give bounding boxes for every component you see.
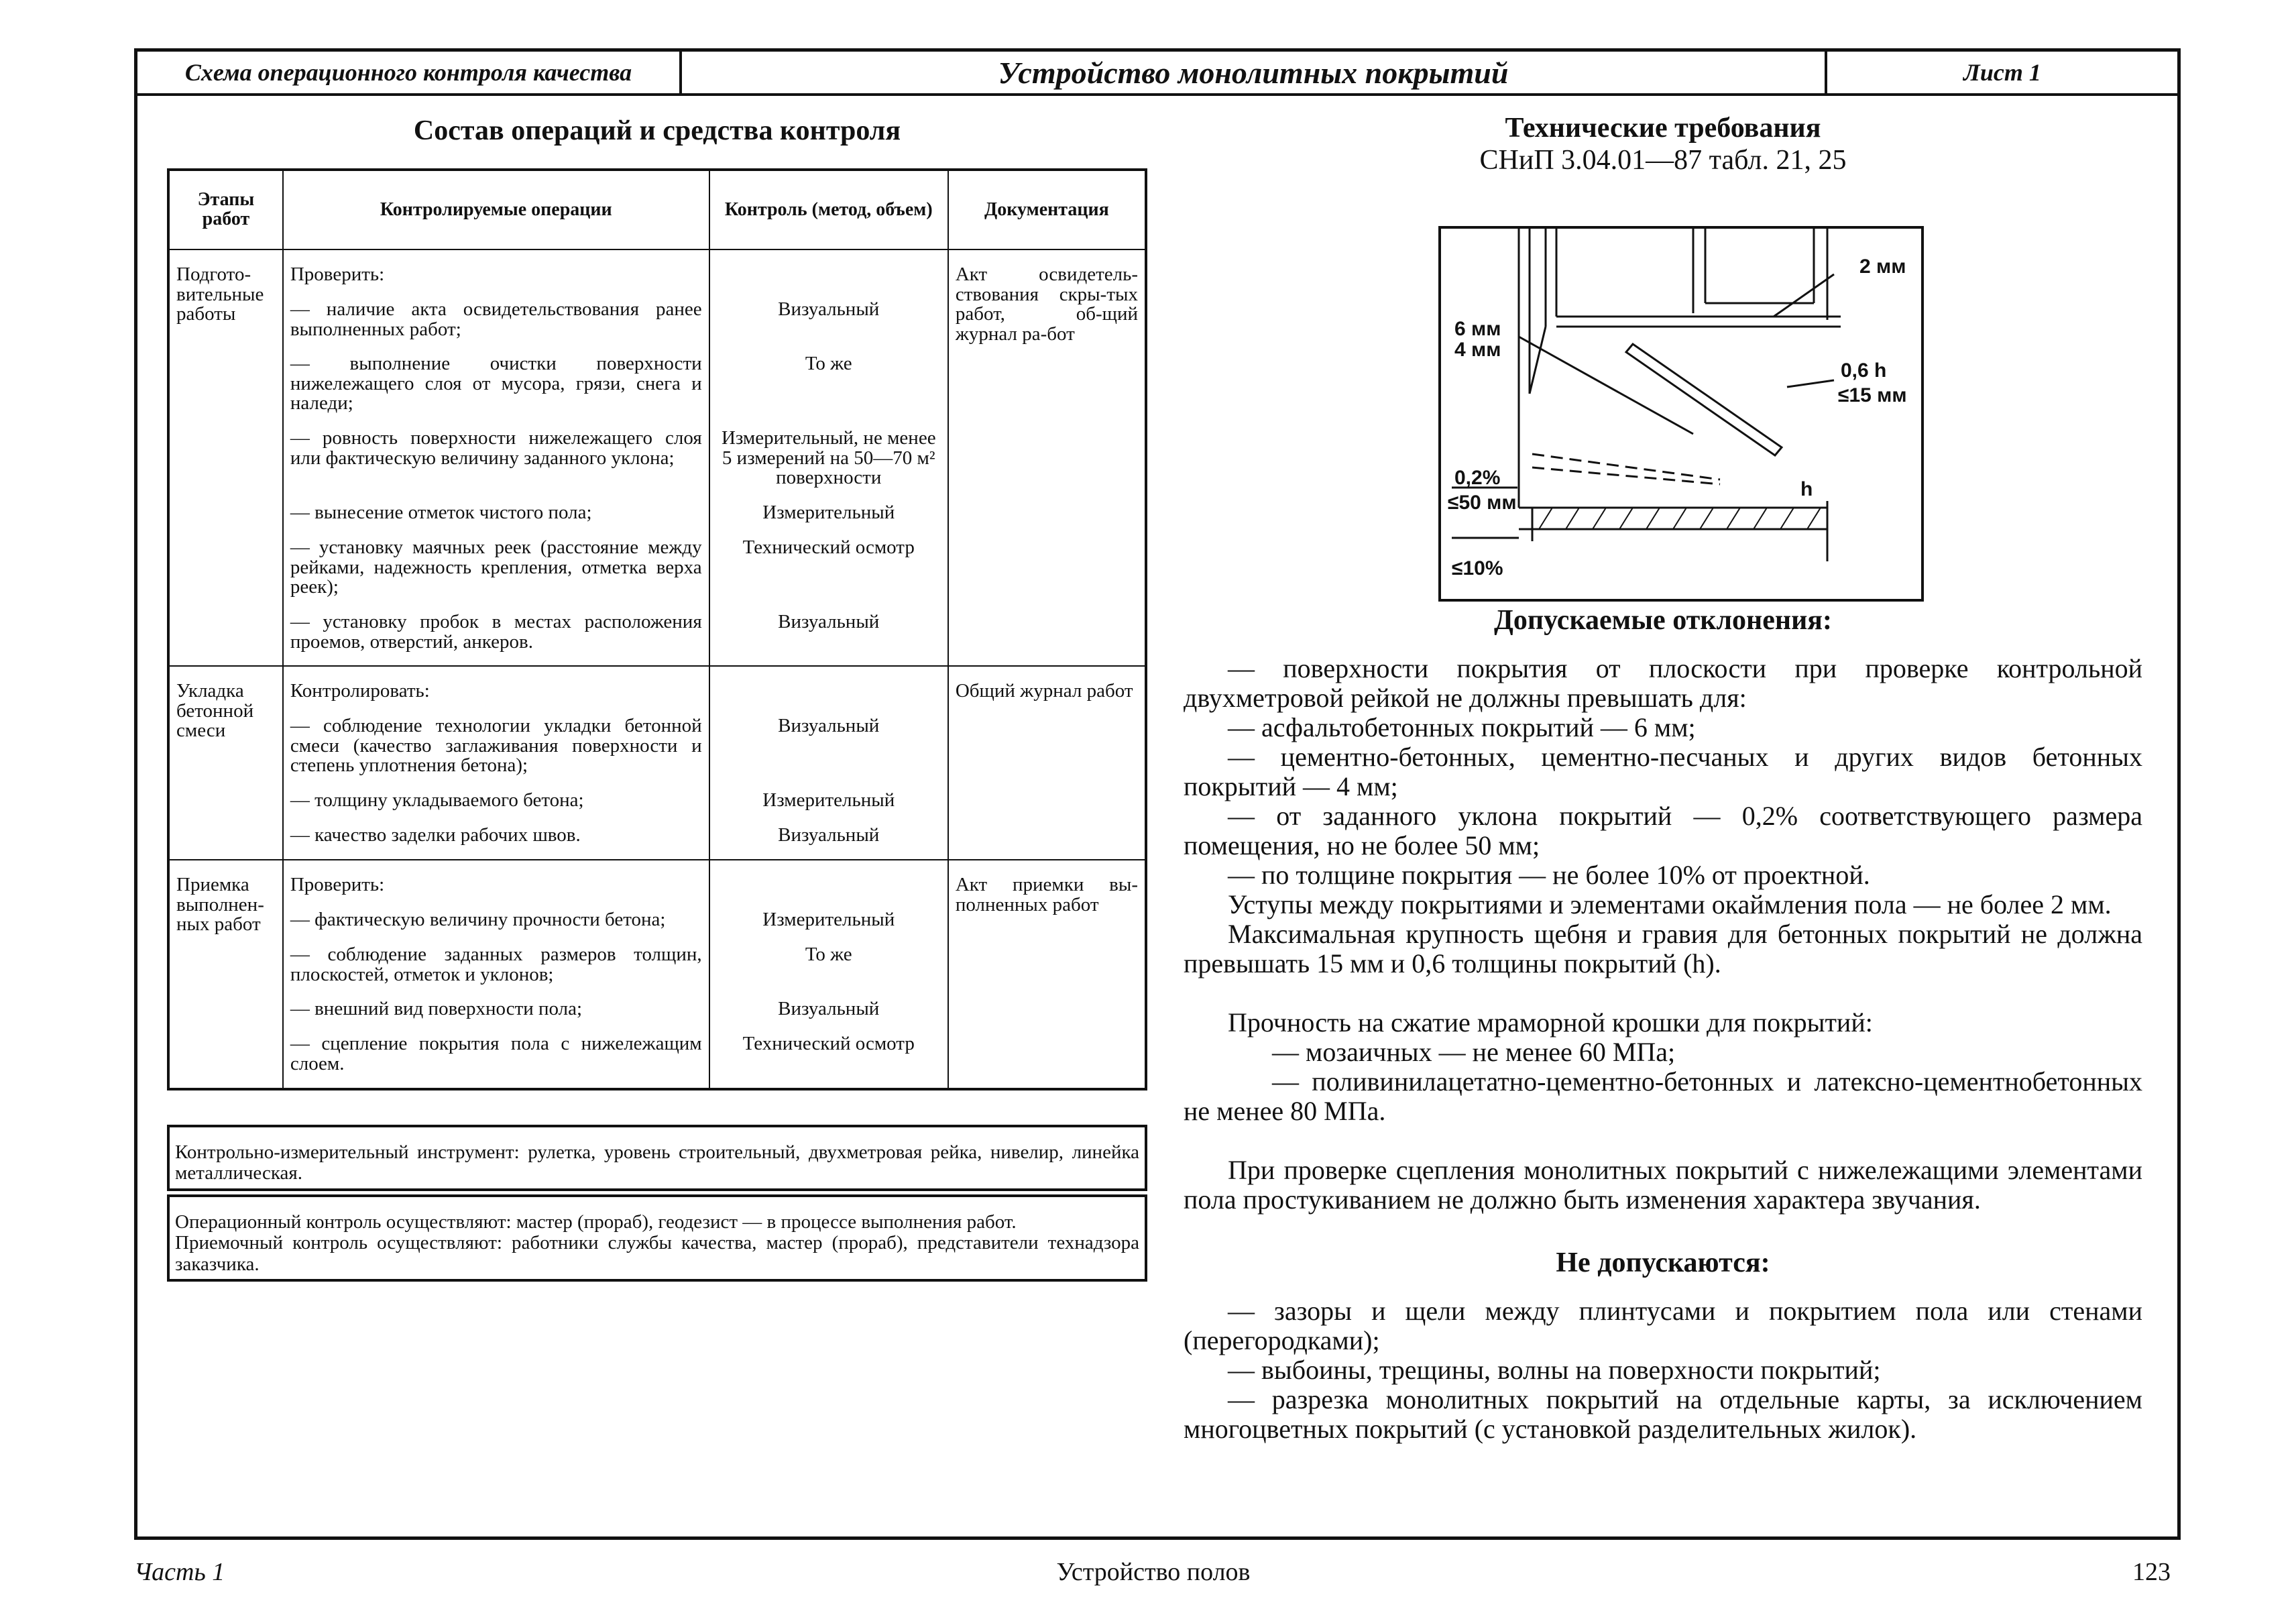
dev-line-3: — цементно-бетонных, цементно-песчаных и других видов бетонных покрытий — 4 мм; (1184, 742, 2142, 801)
docs-cell (948, 860, 1146, 1088)
footer-part: Часть 1 (134, 1558, 225, 1586)
dev-line-5: — по толщине покрытия — не более 10% от проектной. (1228, 860, 1870, 890)
diag-label-6mm: 6 мм (1454, 318, 1501, 340)
control-spacer (717, 875, 941, 895)
operation-item: — наличие акта освидетельствования ранее выполненных работ; (290, 298, 702, 340)
operations-cell (283, 860, 709, 1088)
page-frame (134, 48, 2181, 1540)
diag-label-50mm: ≤50 мм (1448, 492, 1517, 514)
dev-line-6: Уступы между покрытиями и элементами окаймления пола — не более 2 мм. (1228, 889, 2112, 919)
diag-label-4mm: 4 мм (1454, 339, 1501, 361)
not-allowed-title: Не допускаются: (1556, 1247, 1770, 1278)
diag-label-15mm: ≤15 мм (1838, 384, 1907, 406)
operation-item: — внешний вид поверхности пола; (290, 998, 583, 1020)
operation-item: — установку маячных реек (расстояние между рейками, надежность крепления, отметка верха реек); (290, 537, 702, 598)
control-cell (709, 249, 948, 666)
dev-line-7: Максимальная крупность щебня и гравия для бетонных покрытий не должна превышать 15 мм и 0,6 толщины покрытий (h). (1184, 919, 2142, 978)
tech-req-ref: СНиП 3.04.01—87 табл. 21, 25 (1479, 145, 1847, 176)
control-cell (709, 860, 948, 1088)
control-method: Визуальный (778, 611, 880, 632)
tools-note: Контрольно-измерительный инструмент: рулетка, уровень строительный, двухметровая рейка, нивелир, линейка металлическая. (167, 1125, 1147, 1191)
control-method: Измерительный (762, 789, 895, 812)
not-allowed-2: — выбоины, трещины, волны на поверхности покрытий; (1228, 1355, 1881, 1385)
tech-req (1184, 112, 2142, 176)
dev-line-2: — асфальтобетонных покрытий — 6 мм; (1228, 712, 1696, 742)
deviations (1184, 604, 2142, 1444)
control-method: То же (805, 944, 852, 966)
docs-cell (948, 249, 1146, 666)
operation-item: — толщину укладываемого бетона; (290, 789, 584, 812)
control-method: Визуальный (778, 298, 880, 320)
operations-title: Состав операций и средства контроля (413, 115, 901, 146)
stage-cell (168, 249, 283, 666)
control-spacer (717, 681, 941, 702)
footer-chapter: Устройство полов (1056, 1558, 1251, 1586)
diag-label-h: h (1800, 478, 1813, 500)
control-operational: Операционный контроль осуществляют: мастер (прораб), геодезист — в процессе выполнения работ. (175, 1211, 1017, 1233)
operations-intro: Контролировать: (290, 680, 430, 702)
control-method: Измерительный (762, 909, 895, 931)
not-allowed-1: — зазоры и щели между плинтусами и покрытием пола или стенами (перегородками); (1184, 1296, 2142, 1355)
diag-label-06h: 0,6 h (1841, 359, 1887, 382)
stage-cell (168, 860, 283, 1088)
table-section (168, 860, 1146, 1088)
header-title: Устройство монолитных покрытий (682, 52, 1827, 93)
strength-intro: Прочность на сжатие мраморной крошки для покрытий: (1228, 1007, 1873, 1038)
control-method: То же (805, 353, 852, 374)
stage-label: Приемка выполнен-ных работ (176, 874, 264, 936)
strength-pva: — поливинилацетатно-цементно-бетонных и латексно-цементнобетонных не менее 80 МПа. (1184, 1066, 2142, 1126)
operation-item: — установку пробок в местах расположения проемов, отверстий, анкеров. (290, 611, 702, 653)
docs-label: Общий журнал работ (955, 680, 1133, 702)
operation-item: — выполнение очистки поверхности нижележащего слоя от мусора, грязи, снега и наледи; (290, 353, 702, 414)
control-method: Визуальный (778, 998, 880, 1020)
docs-label: Акт освидетель-ствования скры-тых работ, об-щий журнал ра-бот (955, 264, 1138, 345)
operation-item: — ровность поверхности нижележащего слоя или фактическую величину заданного уклона; (290, 427, 702, 469)
operations-cell (283, 666, 709, 860)
col-header-control: Контроль (метод, объем) (709, 170, 948, 249)
control-method: Технический осмотр (742, 1033, 915, 1055)
operation-item: — качество заделки рабочих швов. (290, 824, 581, 846)
tech-req-title: Технические требования (1505, 113, 1821, 144)
header-left: Схема операционного контроля качества (137, 52, 682, 93)
operations-table (167, 168, 1147, 1090)
control-method: Визуальный (778, 824, 880, 846)
stage-label: Подгото-вительные работы (176, 264, 264, 325)
control-method: Измерительный (762, 502, 895, 523)
diag-label-2mm: 2 мм (1859, 256, 1906, 278)
control-spacer (717, 265, 941, 285)
diag-label-10pct: ≤10% (1452, 557, 1503, 579)
adhesion-text: При проверке сцепления монолитных покрытий с нижележащими элементами пола простукиванием не должно быть изменения характера звучания. (1184, 1155, 2142, 1215)
control-note (167, 1194, 1147, 1282)
col-header-ops: Контролируемые операции (283, 170, 709, 249)
strength-mosaic: — мозаичных — не менее 60 МПа; (1272, 1037, 1676, 1067)
header-bar (137, 52, 2177, 96)
dev-line-1: — поверхности покрытия от плоскости при проверке контрольной двухметровой рейкой не должны превышать для: (1184, 653, 2142, 713)
operation-item: — фактическую величину прочности бетона; (290, 909, 666, 931)
col-header-stage: Этапы работ (168, 170, 283, 249)
operation-item: — соблюдение заданных размеров толщин, плоскостей, отметок и уклонов; (290, 944, 702, 985)
dev-line-4: — от заданного уклона покрытий — 0,2% соответствующего размера помещения, но не более 50 мм; (1184, 801, 2142, 860)
control-method: Измерительный, не менее 5 измерений на 50—70 м² поверхности (721, 427, 936, 489)
docs-cell (948, 666, 1146, 860)
operations-cell (283, 249, 709, 666)
table-section (168, 249, 1146, 666)
tolerance-diagram (1438, 226, 1924, 602)
header-sheet: Лист 1 (1963, 59, 2041, 86)
control-cell (709, 666, 948, 860)
operations-intro: Проверить: (290, 264, 385, 285)
not-allowed-3: — разрезка монолитных покрытий на отдельные карты, за исключением многоцветных покрытий (с установкой разделительных жилок). (1184, 1384, 2142, 1444)
col-header-docs: Документация (948, 170, 1146, 249)
control-acceptance: Приемочный контроль осуществляют: работники службы качества, мастер (прораб), представители технадзора заказчика. (175, 1232, 1139, 1275)
stage-label: Укладка бетонной смеси (176, 680, 254, 742)
operation-item: — сцепление покрытия пола с нижележащим слоем. (290, 1033, 702, 1075)
control-method: Визуальный (778, 715, 880, 737)
footer-page-number: 123 (2132, 1558, 2171, 1586)
operation-item: — соблюдение технологии укладки бетонной смеси (качество заглаживания поверхности и степень уплотнения бетона); (290, 715, 702, 777)
operations-intro: Проверить: (290, 874, 385, 896)
stage-cell (168, 666, 283, 860)
diag-label-02pct: 0,2% (1454, 467, 1501, 489)
docs-label: Акт приемки вы-полненных работ (955, 874, 1138, 915)
control-method: Технический осмотр (742, 537, 915, 558)
operation-item: — вынесение отметок чистого пола; (290, 502, 592, 524)
table-section (168, 666, 1146, 860)
deviations-title: Допускаемые отклонения: (1494, 605, 1832, 636)
